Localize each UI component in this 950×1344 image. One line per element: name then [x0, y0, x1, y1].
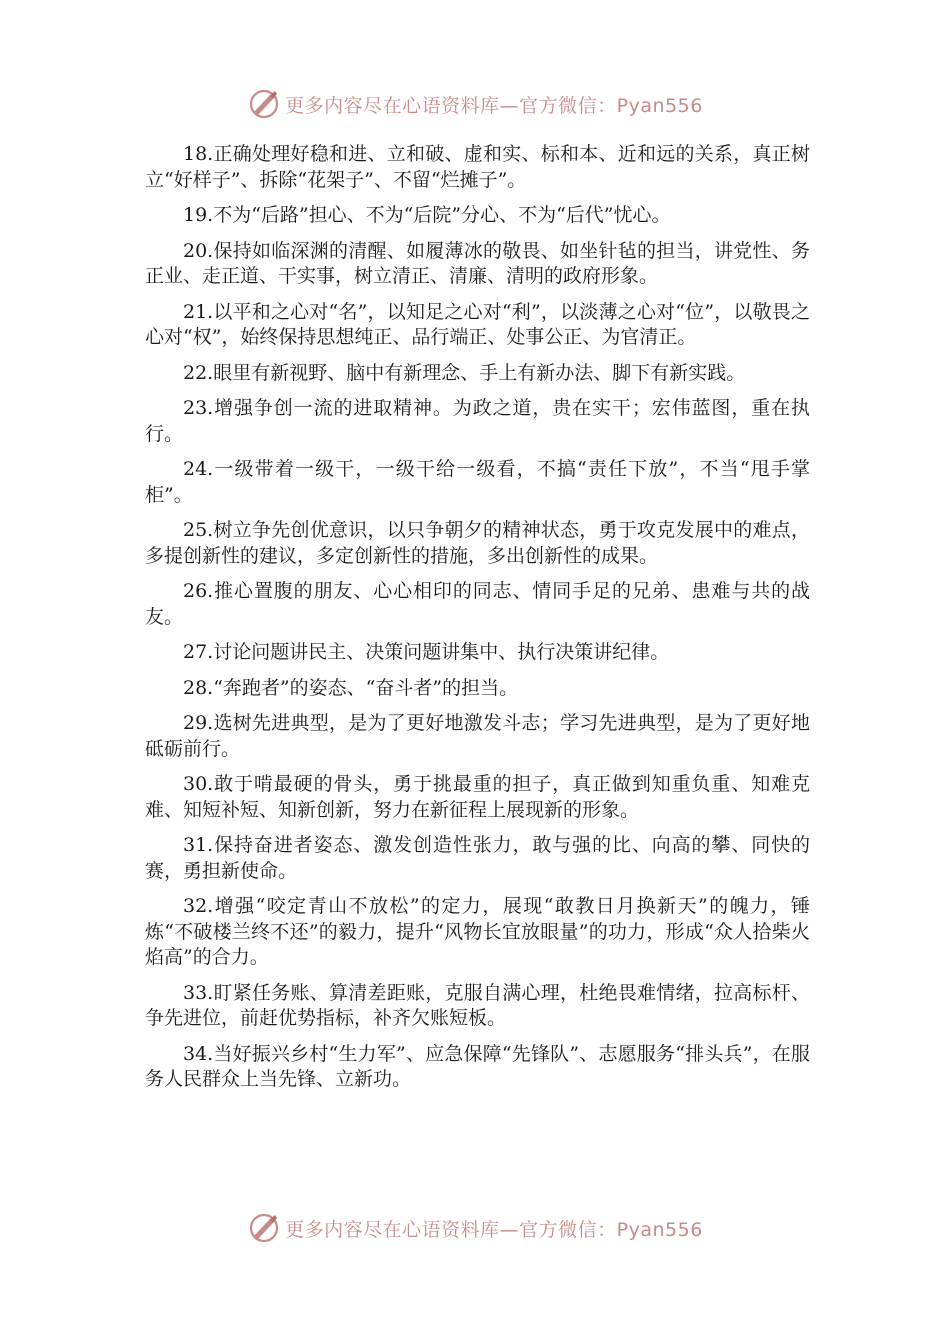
list-item: 25.树立争先创优意识，以只争朝夕的精神状态，勇于攻克发展中的难点，多提创新性的建议，多定创新性的措施，多出创新性的成果。 — [145, 519, 810, 567]
list-item: 34.当好振兴乡村“生力军”、应急保障“先锋队”、志愿服务“排头兵”，在服务人民群众上当先锋、立新功。 — [145, 1042, 810, 1090]
list-item: 32.增强“咬定青山不放松”的定力，展现“敢教日月换新天”的魄力，锤炼“不破楼兰终不还”的毅力，提升“风物长宜放眼量”的功力，形成“众人拾柴火焰高”的合力。 — [145, 895, 810, 968]
list-item: 23.增强争创一流的进取精神。为政之道，贵在实干；宏伟蓝图，重在执行。 — [145, 397, 810, 445]
pen-logo-icon — [247, 87, 281, 121]
list-item: 24.一级带着一级干，一级干给一级看，不搞“责任下放”，不当“甩手掌柜”。 — [145, 458, 810, 506]
list-item: 19.不为“后路”担心、不为“后院”分心、不为“后代”忧心。 — [183, 204, 671, 226]
list-item: 27.讨论问题讲民主、决策问题讲集中、执行决策讲纪律。 — [183, 641, 670, 663]
watermark-text: 更多内容尽在心语资料库—官方微信：Pyan556 — [285, 94, 703, 117]
pen-logo-icon — [247, 1211, 281, 1245]
list-item: 31.保持奋进者姿态、激发创造性张力，敢与强的比、向高的攀、同快的赛，勇担新使命。 — [145, 834, 810, 882]
list-item: 30.敢于啃最硬的骨头，勇于挑最重的担子，真正做到知重负重、知难克难、知短补短、知新创新，努力在新征程上展现新的形象。 — [145, 773, 810, 821]
list-item: 26.推心置腹的朋友、心心相印的同志、情同手足的兄弟、患难与共的战友。 — [145, 580, 810, 628]
document-body — [145, 142, 810, 1103]
footer-watermark — [0, 1208, 950, 1248]
list-item: 20.保持如临深渊的清醒、如履薄冰的敬畏、如坐针毡的担当，讲党性、务正业、走正道、干实事，树立清正、清廉、清明的政府形象。 — [145, 239, 810, 287]
list-item: 28.“奔跑者”的姿态、“奋斗者”的担当。 — [183, 676, 519, 699]
list-item: 21.以平和之心对“名”，以知足之心对“利”，以淡薄之心对“位”，以敬畏之心对“权”，始终保持思想纯正、品行端正、处事公正、为官清正。 — [145, 300, 810, 348]
header-watermark — [0, 84, 950, 124]
list-item: 22.眼里有新视野、脑中有新理念、手上有新办法、脚下有新实践。 — [183, 361, 746, 384]
list-item: 33.盯紧任务账、算清差距账，克服自满心理，杜绝畏难情绪，拉高标杆、争先进位，前赶优势指标，补齐欠账短板。 — [145, 981, 810, 1029]
list-item: 18.正确处理好稳和进、立和破、虚和实、标和本、近和远的关系，真正树立“好样子”、拆除“花架子”、不留“烂摊子”。 — [145, 143, 810, 191]
list-item: 29.选树先进典型，是为了更好地激发斗志；学习先进典型，是为了更好地砥砺前行。 — [145, 712, 810, 760]
watermark-text: 更多内容尽在心语资料库—官方微信：Pyan556 — [285, 1218, 703, 1241]
